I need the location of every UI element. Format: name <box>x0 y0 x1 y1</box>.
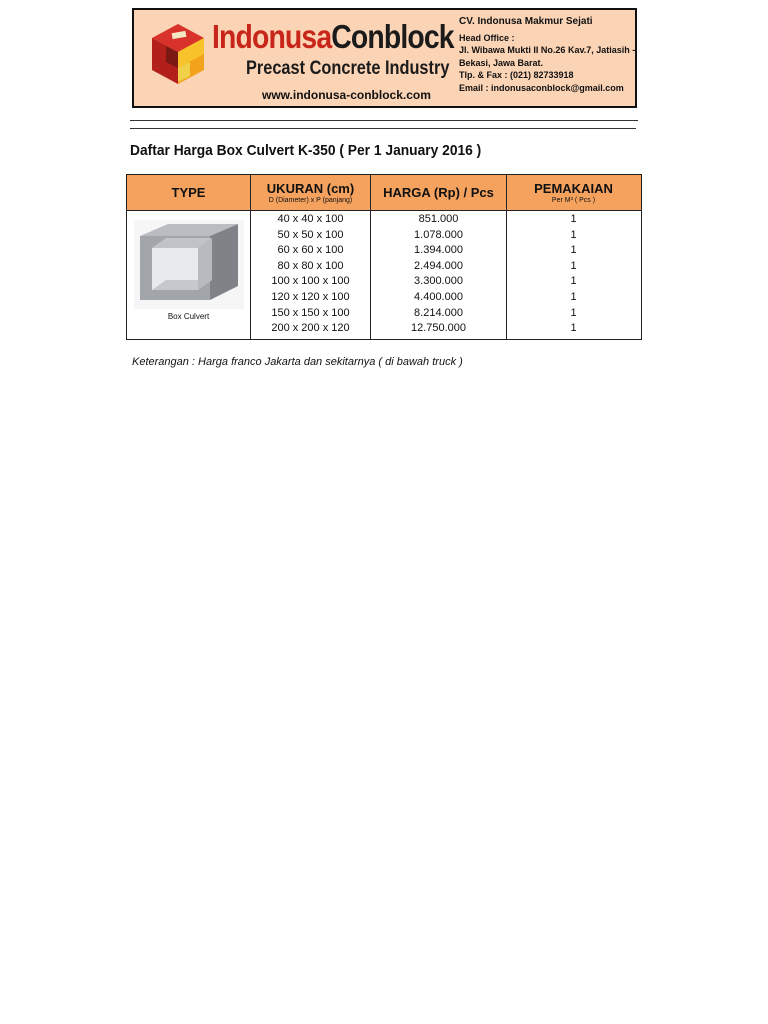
usage-cell: 1 <box>570 322 577 335</box>
company-logo-icon <box>148 20 208 88</box>
price-cell: 2.494.000 <box>414 259 463 272</box>
header-usage-label: PEMAKAIAN <box>534 181 613 196</box>
size-cell: 100 x 100 x 100 <box>271 275 350 288</box>
address-line-2: Bekasi, Jawa Barat. <box>459 57 544 68</box>
size-cell: 60 x 60 x 100 <box>277 244 344 257</box>
usage-cell: 1 <box>570 259 577 272</box>
price-cell: 1.394.000 <box>414 244 463 257</box>
phone-fax: Tlp. & Fax : (021) 82733918 <box>459 70 574 80</box>
office-label: Head Office : <box>459 32 515 43</box>
header-price-label: HARGA (Rp) / Pcs <box>383 185 494 200</box>
usage-cell: 1 <box>570 213 577 225</box>
type-column <box>127 211 251 339</box>
product-label: Box Culvert <box>167 312 210 321</box>
website-link[interactable]: www.indonusa-conblock.com <box>262 88 431 102</box>
company-info <box>459 16 635 94</box>
size-cell: 200 x 200 x 120 <box>271 322 350 335</box>
size-cell: 40 x 40 x 100 <box>277 213 344 225</box>
company-name: CV. Indonusa Makmur Sejati <box>459 16 593 27</box>
price-table <box>126 174 642 340</box>
divider-top <box>130 120 638 121</box>
price-cell: 8.214.000 <box>414 306 463 319</box>
header-size-sublabel: D (Diameter) x P (panjang) <box>268 197 353 204</box>
footnote: Keterangan : Harga franco Jakarta dan sekitarnya ( di bawah truck ) <box>132 356 463 368</box>
usage-column <box>507 211 640 339</box>
brand-name <box>212 18 454 56</box>
header-size <box>251 175 371 210</box>
usage-cell: 1 <box>570 228 577 241</box>
usage-cell: 1 <box>570 244 577 257</box>
price-cell: 851.000 <box>418 213 459 225</box>
divider-bottom <box>130 128 636 129</box>
size-cell: 50 x 50 x 100 <box>277 228 344 241</box>
price-cell: 3.300.000 <box>414 275 463 288</box>
header-price <box>371 175 507 210</box>
price-cell: 4.400.000 <box>414 290 463 303</box>
brand-name-part1: Indonusa <box>212 18 332 55</box>
size-column <box>251 211 371 339</box>
price-cell: 12.750.000 <box>410 322 467 335</box>
header-size-label: UKURAN (cm) <box>266 181 355 196</box>
price-cell: 1.078.000 <box>414 228 463 241</box>
email: Email : indonusaconblock@gmail.com <box>459 82 624 93</box>
price-column <box>371 211 507 339</box>
tagline: Precast Concrete Industry <box>246 58 450 79</box>
table-body <box>127 211 641 339</box>
usage-cell: 1 <box>570 306 577 319</box>
letterhead <box>132 8 637 108</box>
header-type-label: TYPE <box>171 185 206 200</box>
table-header-row <box>127 175 641 211</box>
size-cell: 120 x 120 x 100 <box>271 290 350 303</box>
size-cell: 80 x 80 x 100 <box>277 259 344 272</box>
header-type <box>127 175 251 210</box>
box-culvert-image <box>134 220 244 309</box>
brand-name-part2: Conblock <box>331 18 454 55</box>
size-cell: 150 x 150 x 100 <box>271 306 350 319</box>
header-usage-sublabel: Per M³ ( Pcs ) <box>551 197 596 204</box>
header-usage <box>507 175 640 210</box>
usage-cell: 1 <box>570 290 577 303</box>
address-line-1: Jl. Wibawa Mukti II No.26 Kav.7, Jatiasih - <box>459 45 636 55</box>
page-title: Daftar Harga Box Culvert K-350 ( Per 1 January 2016 ) <box>130 142 482 159</box>
usage-cell: 1 <box>570 275 577 288</box>
